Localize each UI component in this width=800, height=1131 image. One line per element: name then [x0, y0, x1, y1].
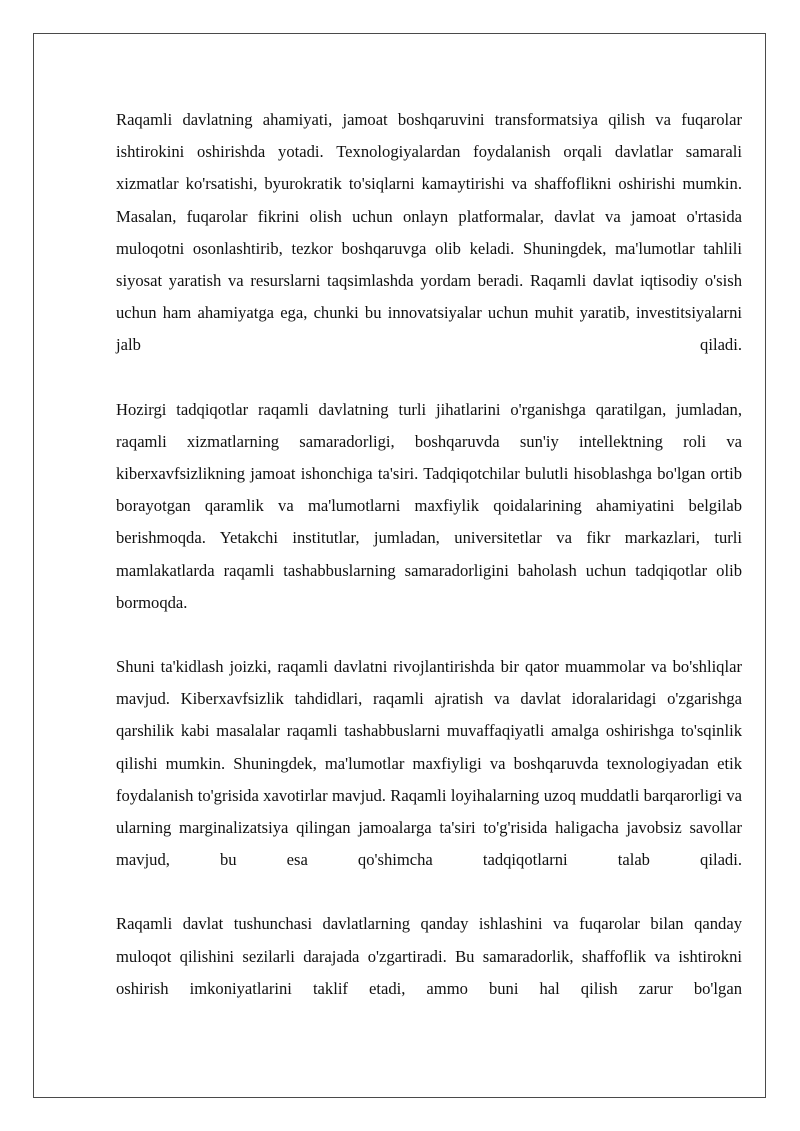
paragraph-current-research: Hozirgi tadqiqotlar raqamli davlatning turli jihatlarini o'rganishga qaratilgan, jumladan, raqamli xizmatlarning samaradorligi, boshqaruvda sun'iy intellektning roli va kiberxavfsizlikning jamoat ishonchiga ta'siri. Tadqiqotchilar bulutli hisoblashga bo'lgan ortib borayotgan qaramlik va ma'lumotlarni maxfiylik qoidalarining ahamiyatini belgilab berishmoqda. Yetakchi institutlar, jumladan, universitetlar va fikr markazlari, turli mamlakatlarda raqamli tashabbuslarning samaradorligini baholash uchun tadqiqotlar olib bormoqda.: [116, 399, 742, 612]
paragraph-challenges: Shuni ta'kidlash joizki, raqamli davlatni rivojlantirishda bir qator muammolar va bo'shliqlar mavjud. Kiberxavfsizlik tahdidlari, raqamli ajratish va davlat idoralaridagi o'zgarishga qarshilik kabi masalalar raqamli tashabbuslarni muvaffaqiyatli amalga oshirishga to'sqinlik qilishi mumkin. Shuningdek, ma'lumotlar maxfiyligi va boshqaruvda texnologiyadan etik foydalanish to'grisida xavotirlar mavjud. Raqamli loyihalarning uzoq muddatli barqarorligi va ularning marginalizatsiya qilingan jamoalarga ta'siri to'g'risida haligacha javobsiz savollar mavjud, bu esa qo'shimcha tadqiqotlarni talab qiladi.: [116, 657, 742, 870]
paragraph-conclusion: Raqamli davlat tushunchasi davlatlarning qanday ishlashini va fuqarolar bilan qanday muloqot qilishini sezilarli darajada o'zgartiradi. Bu samaradorlik, shaffoflik va ishtirokni oshirish imkoniyatlarini taklif etadi, ammo buni hal qilish zarur bo'lgan: [116, 914, 742, 998]
document-body: [116, 104, 742, 1037]
paragraph-importance: Raqamli davlatning ahamiyati, jamoat boshqaruvini transformatsiya qilish va fuqarolar ishtirokini oshirishda yotadi. Texnologiyalardan foydalanish orqali davlatlar samarali xizmatlar ko'rsatishi, byurokratik to'siqlarni kamaytirishi va shaffoflikni oshirishi mumkin. Masalan, fuqarolar fikrini olish uchun onlayn platformalar, davlat va jamoat o'rtasida muloqotni osonlashtirib, tezkor boshqaruvga olib keladi. Shuningdek, ma'lumotlar tahlili siyosat yaratish va resurslarni taqsimlashda yordam beradi. Raqamli davlat iqtisodiy o'sish uchun ham ahamiyatga ega, chunki bu innovatsiyalar uchun muhit yaratib, investitsiyalarni jalb qiladi.: [116, 110, 742, 355]
